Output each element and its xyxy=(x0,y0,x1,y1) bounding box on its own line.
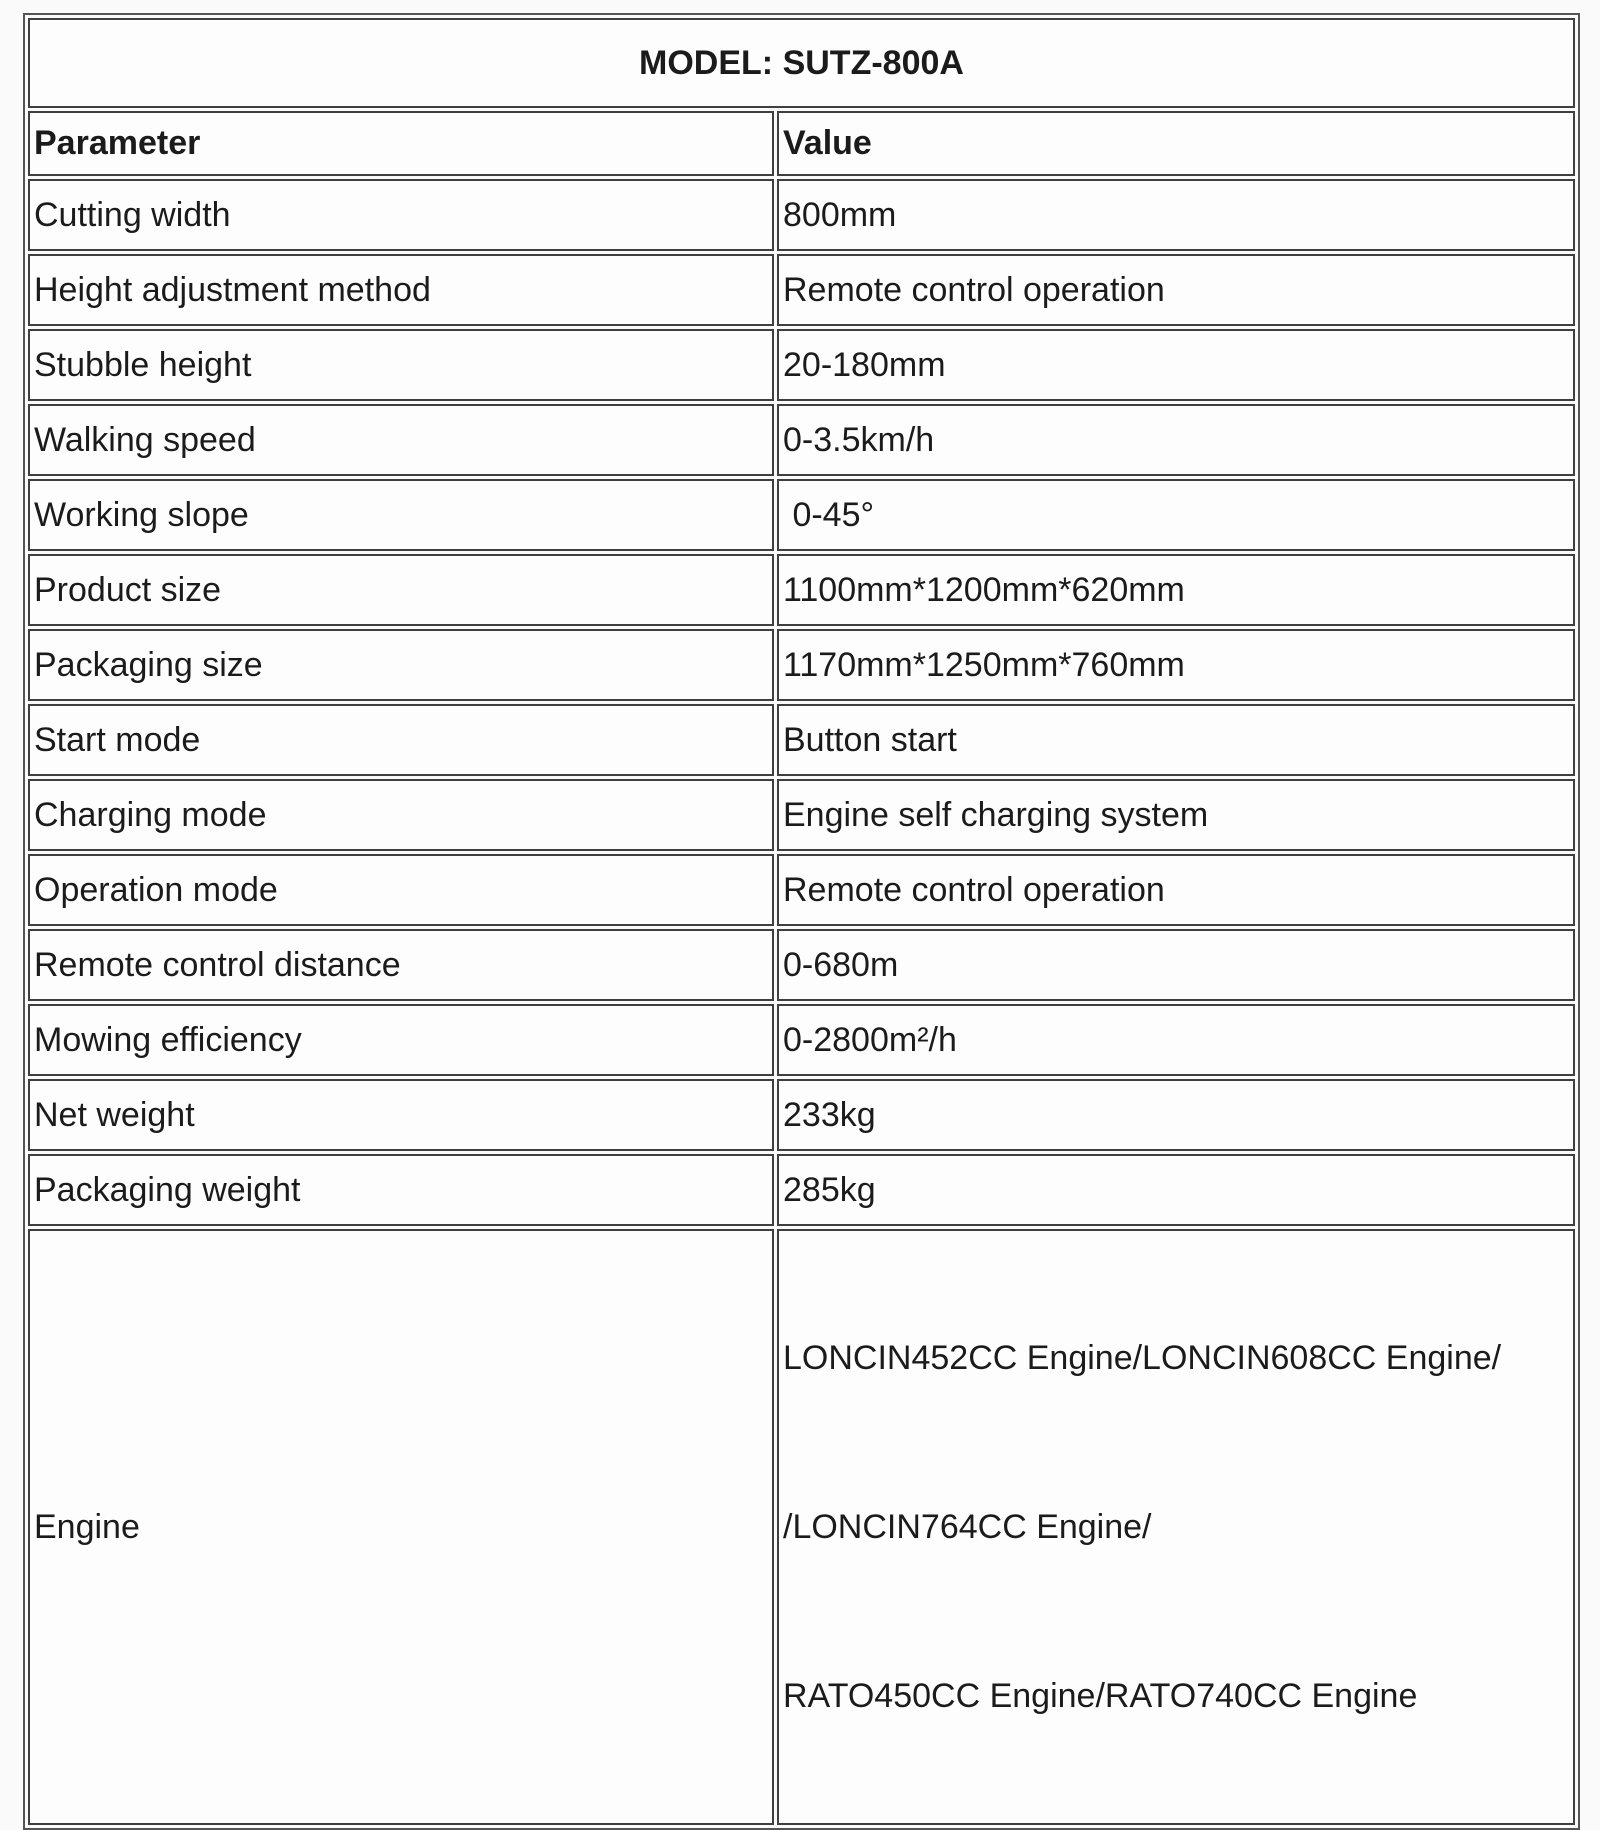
spec-table xyxy=(23,13,1580,1830)
table-row-operation-mode xyxy=(28,854,1575,926)
param-cell: Engine xyxy=(28,1229,774,1825)
param-cell: Walking speed xyxy=(28,404,774,476)
param-cell: Charging mode xyxy=(28,779,774,851)
table-header-row xyxy=(28,111,1575,176)
engine-option-line: /LONCIN764CC Engine/ xyxy=(783,1508,1152,1546)
param-cell: Net weight xyxy=(28,1079,774,1151)
param-cell: Remote control distance xyxy=(28,929,774,1001)
value-cell-engine xyxy=(777,1229,1575,1825)
engine-option-line: LONCIN452CC Engine/LONCIN608CC Engine/ xyxy=(783,1339,1502,1377)
engine-option-line: RATO450CC Engine/RATO740CC Engine xyxy=(783,1677,1418,1715)
model-title: MODEL: SUTZ-800A xyxy=(28,18,1575,108)
param-cell: Operation mode xyxy=(28,854,774,926)
column-header-parameter: Parameter xyxy=(28,111,774,176)
table-row-cutting-width xyxy=(28,179,1575,251)
param-cell: Stubble height xyxy=(28,329,774,401)
param-cell: Packaging size xyxy=(28,629,774,701)
table-row-packaging-size xyxy=(28,629,1575,701)
value-cell: 0-45° xyxy=(777,479,1575,551)
value-cell: Remote control operation xyxy=(777,254,1575,326)
value-cell: 0-680m xyxy=(777,929,1575,1001)
param-cell: Mowing efficiency xyxy=(28,1004,774,1076)
param-cell: Product size xyxy=(28,554,774,626)
table-row-packaging-weight xyxy=(28,1154,1575,1226)
value-cell: 233kg xyxy=(777,1079,1575,1151)
value-cell: 20-180mm xyxy=(777,329,1575,401)
value-cell: 285kg xyxy=(777,1154,1575,1226)
param-cell: Cutting width xyxy=(28,179,774,251)
table-row-stubble-height xyxy=(28,329,1575,401)
value-cell: Engine self charging system xyxy=(777,779,1575,851)
table-row-engine xyxy=(28,1229,1575,1825)
table-row-start-mode xyxy=(28,704,1575,776)
param-cell: Packaging weight xyxy=(28,1154,774,1226)
table-row-walking-speed xyxy=(28,404,1575,476)
value-cell: 800mm xyxy=(777,179,1575,251)
value-cell: Remote control operation xyxy=(777,854,1575,926)
param-cell: Start mode xyxy=(28,704,774,776)
table-row-charging-mode xyxy=(28,779,1575,851)
spec-table-container xyxy=(23,13,1580,1830)
column-header-value: Value xyxy=(777,111,1575,176)
table-row-remote-control-distance xyxy=(28,929,1575,1001)
table-row-product-size xyxy=(28,554,1575,626)
value-cell: 1100mm*1200mm*620mm xyxy=(777,554,1575,626)
value-cell: 1170mm*1250mm*760mm xyxy=(777,629,1575,701)
table-row-working-slope xyxy=(28,479,1575,551)
value-cell: 0-3.5km/h xyxy=(777,404,1575,476)
value-cell: 0-2800m²/h xyxy=(777,1004,1575,1076)
table-row-net-weight xyxy=(28,1079,1575,1151)
table-title-row xyxy=(28,18,1575,108)
value-cell: Button start xyxy=(777,704,1575,776)
param-cell: Height adjustment method xyxy=(28,254,774,326)
table-row-height-adjustment xyxy=(28,254,1575,326)
param-cell: Working slope xyxy=(28,479,774,551)
table-row-mowing-efficiency xyxy=(28,1004,1575,1076)
